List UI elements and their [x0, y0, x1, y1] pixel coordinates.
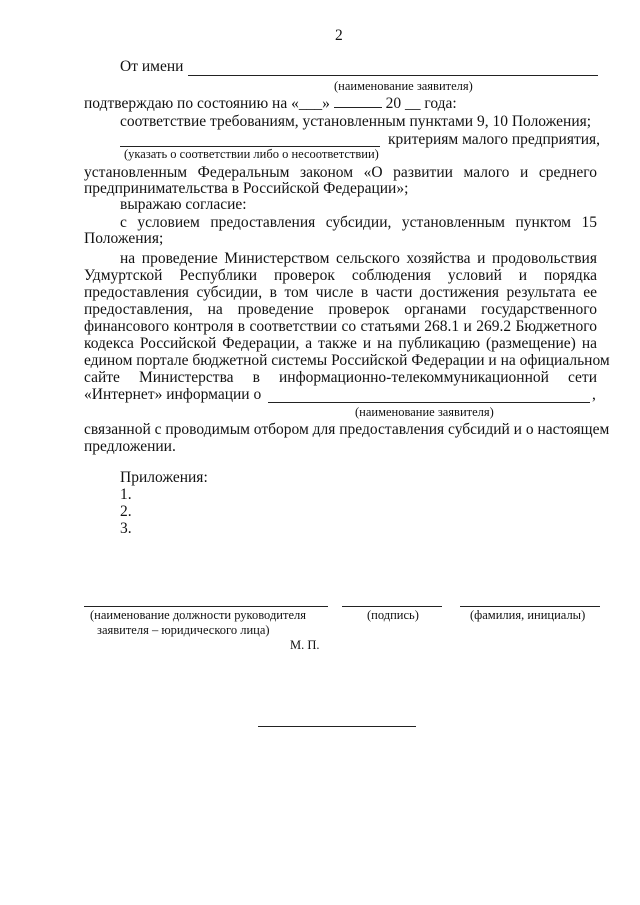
inspection-line-8: сайте Министерства в информационно-телекоммуникационной сети	[84, 369, 597, 386]
signature-line	[342, 606, 442, 607]
internet-underline	[268, 402, 590, 403]
attachment-item: 3.	[120, 520, 132, 537]
attachment-item: 1.	[120, 486, 132, 503]
criteria-text: критериям малого предприятия,	[388, 131, 601, 148]
inspection-line-1: на проведение Министерством сельского хозяйства и продовольствия	[120, 250, 597, 267]
attachment-item: 2.	[120, 503, 132, 520]
name-caption: (фамилия, инициалы)	[470, 608, 586, 622]
final-line-2: предложении.	[84, 438, 176, 455]
inspection-line-5: финансового контроля в соответствии со статьями 268.1 и 269.2 Бюджетного	[84, 318, 597, 335]
position-caption-2: заявителя – юридического лица)	[97, 623, 270, 637]
inspection-line-6: кодекса Российской Федерации, а также и на публикацию (размещение) на	[84, 335, 597, 352]
internet-text: «Интернет» информации о	[84, 386, 262, 403]
name-signature-line	[460, 606, 600, 607]
position-signature-line	[84, 606, 328, 607]
compliance-line: соответствие требованиям, установленным пунктами 9, 10 Положения;	[120, 113, 592, 130]
sender-caption: (наименование заявителя)	[334, 79, 473, 93]
internet-comma: ,	[592, 386, 596, 403]
law-line-2: предпринимательства в Российской Федерации»;	[84, 180, 409, 197]
date-line: подтверждаю по состоянию на «___» 20 __ года:	[84, 95, 457, 112]
inspection-line-3: предоставления субсидии, в том числе в части достижения результата ее	[84, 284, 597, 301]
consent-header: выражаю согласие:	[120, 196, 247, 213]
internet-caption: (наименование заявителя)	[355, 405, 494, 419]
signature-caption: (подпись)	[367, 608, 419, 622]
criteria-caption: (указать о соответствии либо о несоответствии)	[124, 147, 379, 161]
attachments-title: Приложения:	[120, 469, 208, 486]
footer-divider	[258, 726, 416, 727]
inspection-line-2: Удмуртской Республики проверок соблюдения условий и порядка	[84, 267, 597, 284]
law-line-1: установленным Федеральным законом «О развитии малого и среднего	[84, 164, 597, 181]
sender-label: От имени	[120, 58, 184, 75]
page-number: 2	[335, 27, 343, 44]
position-caption-1: (наименование должности руководителя	[90, 608, 306, 622]
sender-underline	[188, 75, 598, 76]
stamp-label: М. П.	[290, 638, 320, 652]
condition-line-1: с условием предоставления субсидии, установленным пунктом 15	[120, 214, 597, 231]
inspection-line-4: предоставления, на проведение проверок органами государственного	[84, 301, 597, 318]
inspection-line-7: едином портале бюджетной системы Российской Федерации и на официальном	[84, 352, 610, 369]
final-line-1: связанной с проводимым отбором для предоставления субсидий и о настоящем	[84, 421, 610, 438]
condition-line-2: Положения;	[84, 230, 164, 247]
